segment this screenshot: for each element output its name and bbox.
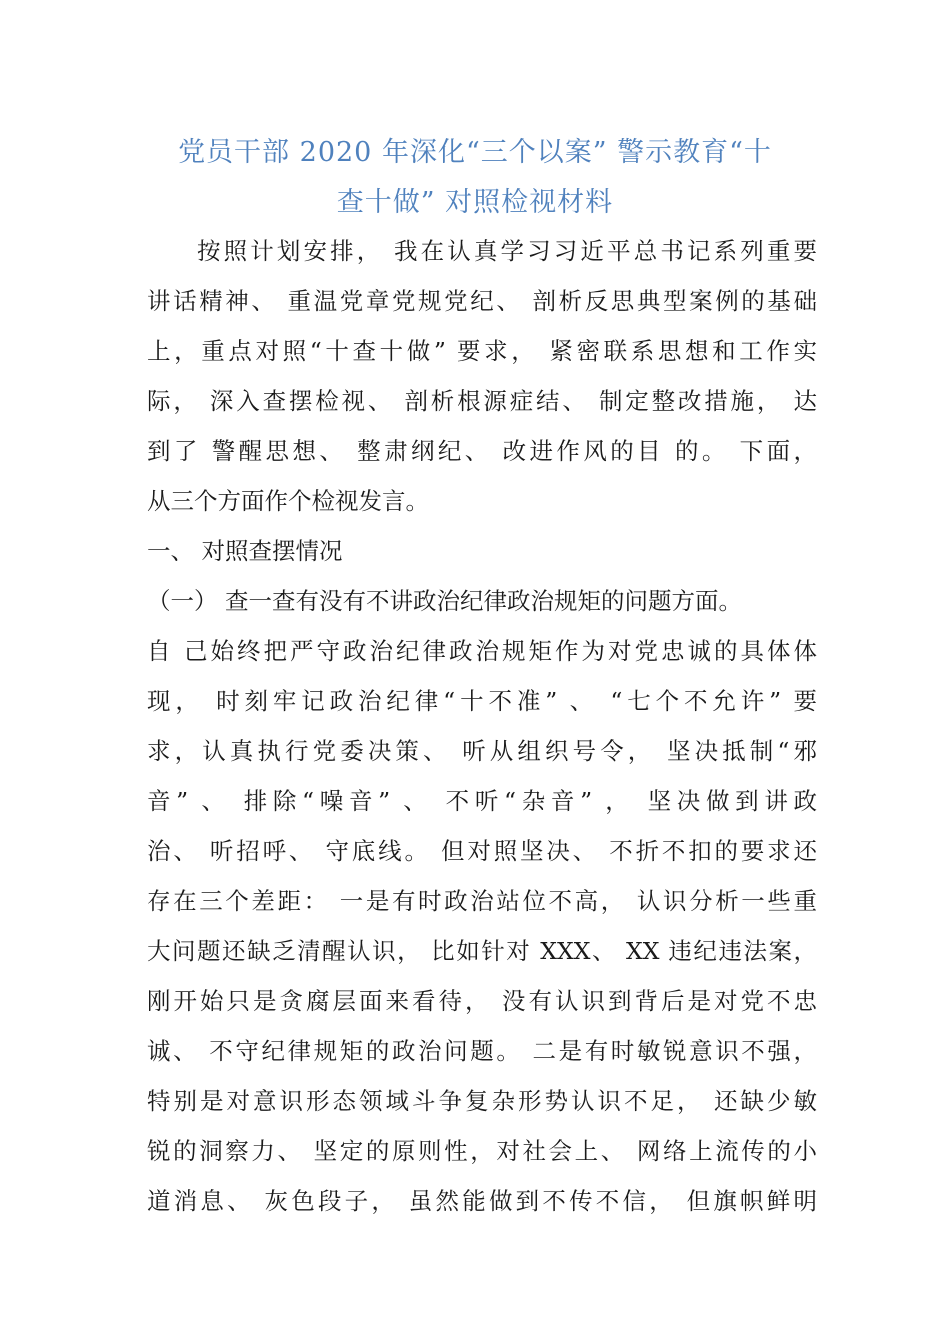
paragraph-1-line-4: 际， 深入查摆检视、 剖析根源症结、 制定整改措施， 达 [147,387,817,415]
document-body [147,226,817,1226]
paragraph-2-line-11: 锐的洞察力、 坚定的原则性，对社会上、 网络上流传的小 [147,1137,817,1165]
title-line-2: 查十做” 对照检视材料 [336,187,614,218]
paragraph-1-line-1: 按照计划安排， 我在认真学习习近平总书记系列重要 [197,237,817,265]
paragraph-1-line-6: 从三个方面作个检视发言。 [147,487,429,515]
paragraph-1-line-3: 上，重点对照“十查十做” 要求， 紧密联系思想和工作实 [147,337,817,365]
paragraph-2-line-1: 自 己始终把严守政治纪律政治规矩作为对党忠诚的具体体 [147,637,817,665]
paragraph-2-line-5: 治、 听招呼、 守底线。 但对照坚决、 不折不扣的要求还 [147,837,817,865]
paragraph-2-line-10: 特别是对意识形态领域斗争复杂形势认识不足， 还缺少敏 [147,1087,817,1115]
paragraph-2-line-6: 存在三个差距： 一是有时政治站位不高， 认识分析一些重 [147,887,817,915]
paragraph-2-line-8: 刚开始只是贪腐层面来看待， 没有认识到背后是对党不忠 [147,987,817,1015]
subsection-heading: （一） 查一查有没有不讲政治纪律政治规矩的问题方面。 [147,587,742,615]
section-heading: 一、 对照查摆情况 [147,537,343,565]
paragraph-1-line-2: 讲话精神、 重温党章党规党纪、 剖析反思典型案例的基础 [147,287,817,315]
paragraph-2-line-2: 现， 时刻牢记政治纪律“十不准” 、 “七个不允许” 要 [147,687,817,715]
paragraph-1-line-5: 到了 警醒思想、 整肃纲纪、 改进作风的目 的。 下面， [147,437,817,465]
document-title [140,128,810,228]
title-line-1: 党员干部 2020 年深化“三个以案” 警示教育“十 [178,137,772,168]
paragraph-2-line-7: 大问题还缺乏清醒认识， 比如针对 XXX、 XX 违纪违法案， [147,937,817,965]
paragraph-2-line-12: 道消息、 灰色段子， 虽然能做到不传不信， 但旗帜鲜明 [147,1187,817,1215]
paragraph-2-line-9: 诚、 不守纪律规矩的政治问题。 二是有时敏锐意识不强， [147,1037,817,1065]
paragraph-2-line-3: 求，认真执行党委决策、 听从组织号令， 坚决抵制“邪 [147,737,817,765]
paragraph-2-line-4: 音” 、 排除“噪音” 、 不听“杂音” ， 坚决做到讲政 [147,787,817,815]
